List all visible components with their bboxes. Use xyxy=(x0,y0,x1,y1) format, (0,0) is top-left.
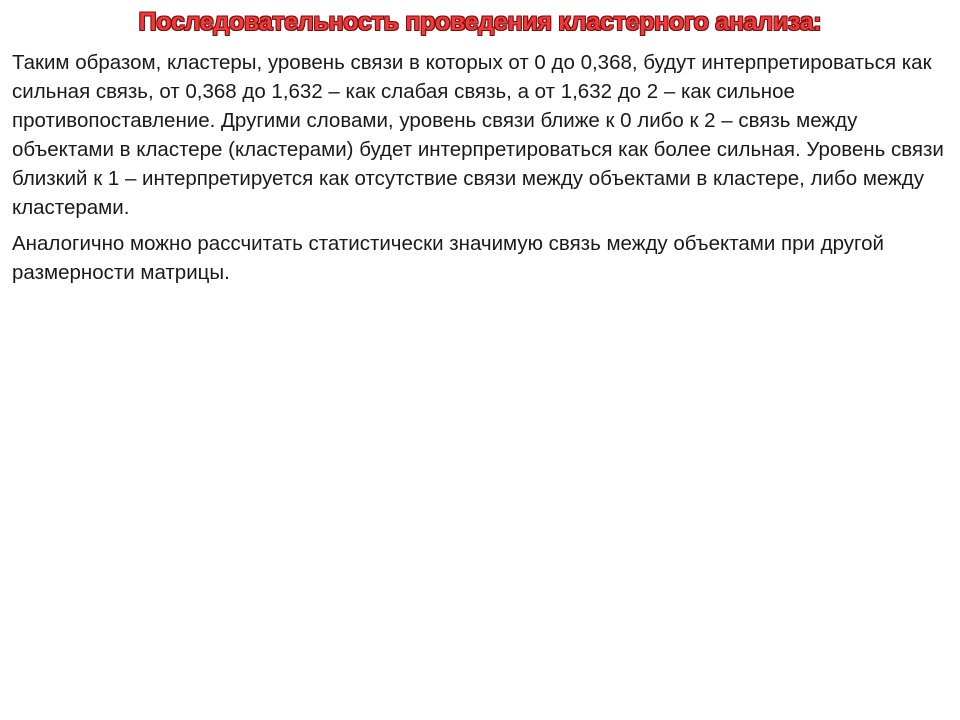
slide-title: Последовательность проведения кластерного анализа: xyxy=(138,8,822,36)
paragraph-other-matrix-dimension: Аналогично можно рассчитать статистически значимую связь между объектами при другой размерности матрицы. xyxy=(12,232,884,284)
slide-body xyxy=(12,48,947,294)
paragraph-cluster-interpretation: Таким образом, кластеры, уровень связи в которых от 0 до 0,368, будут интерпретироваться как сильная связь, от 0,368 до 1,632 – как слабая связь, а от 1,632 до 2 – как сильное противопоставление. Другими словами, уровень связи ближе к 0 либо к 2 – связь между объектами в кластере (кластерами) будет интерпретироваться как более сильная. Уровень связи близкий к 1 – интерпретируется как отсутствие связи между объектами в кластере, либо между кластерами. xyxy=(12,51,944,219)
